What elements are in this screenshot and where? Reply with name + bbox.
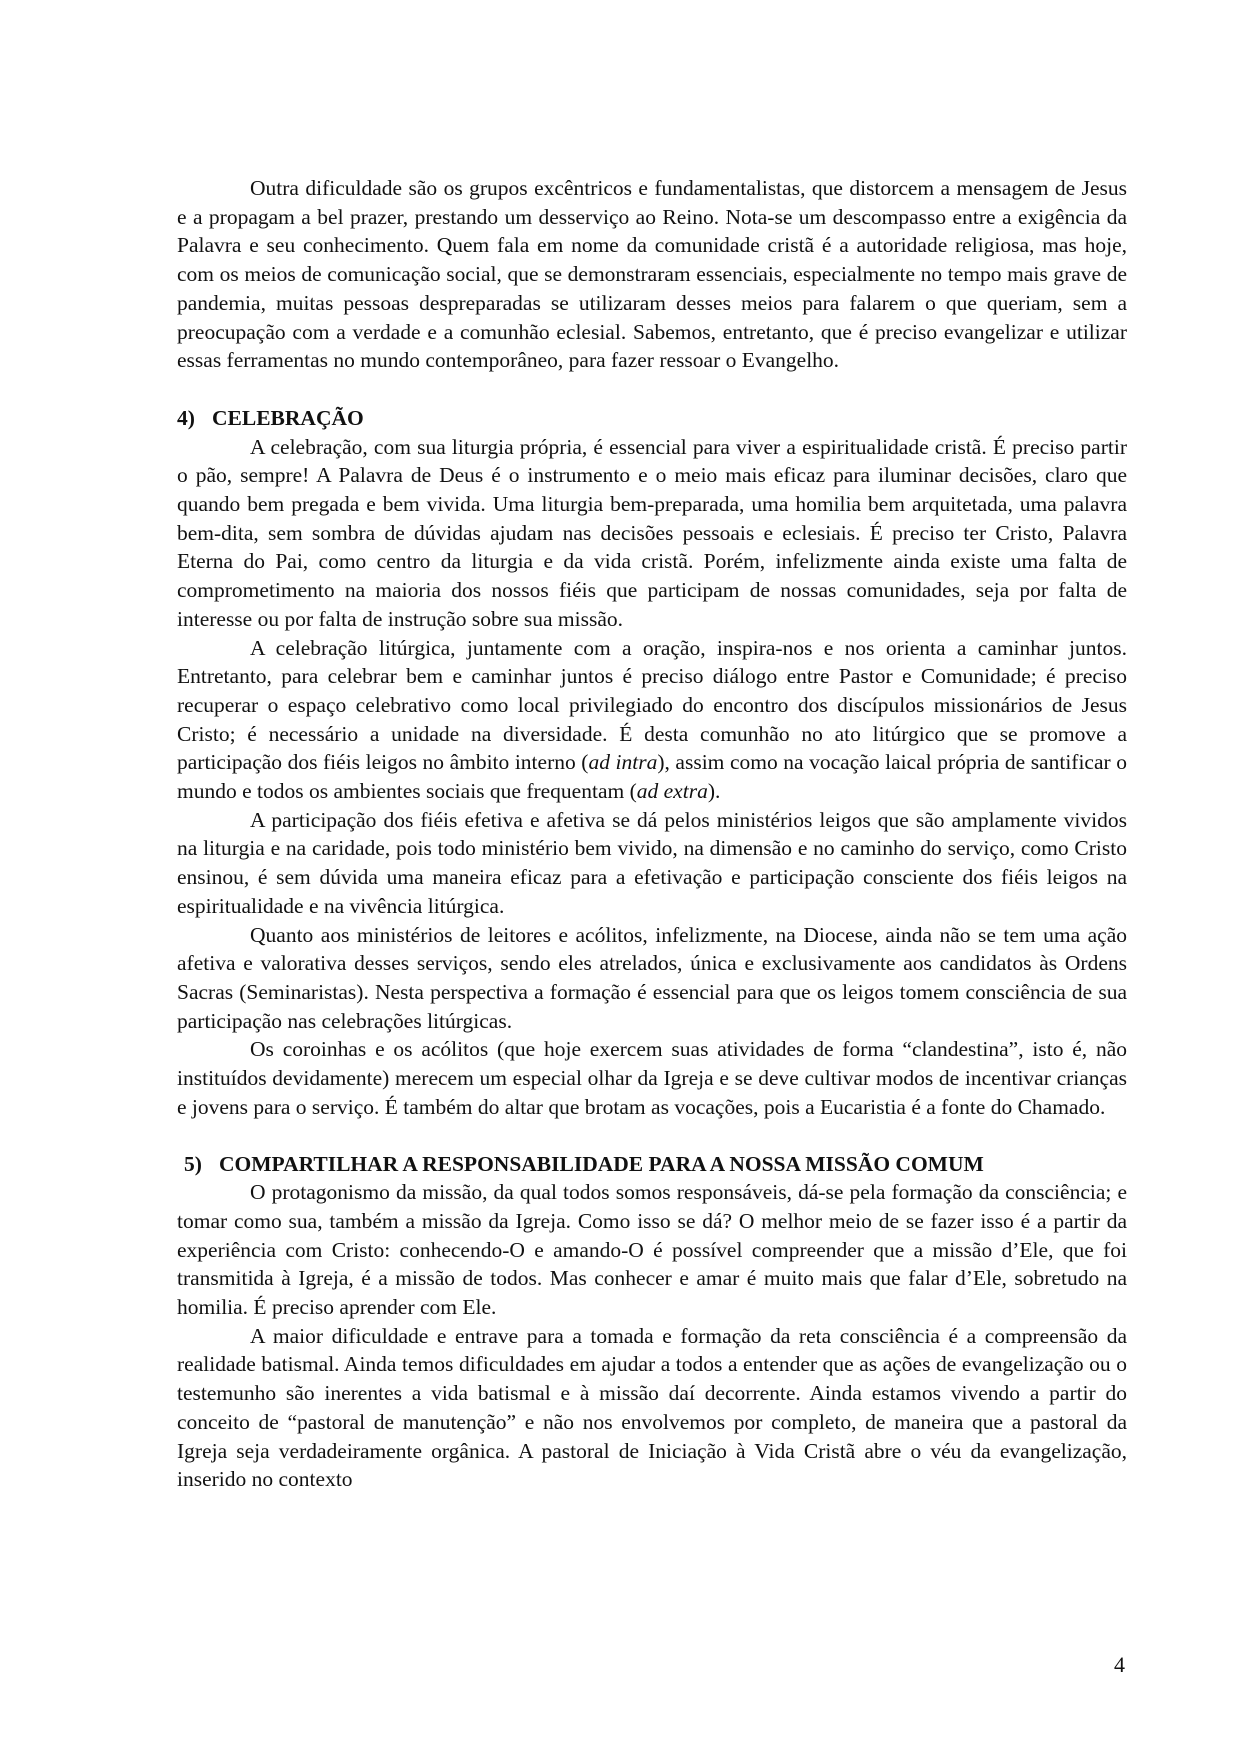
italic-term-ad-intra: ad intra [588, 750, 658, 775]
section-heading-responsabilidade [177, 1150, 1127, 1179]
text-run: A celebração litúrgica, juntamente com a oração, inspira-nos e nos orienta a caminhar juntos. Entretanto, para celebrar bem e caminhar juntos é preciso diálogo entre Pastor e Comunidade; é preciso recuperar o espaço celebrativo como local privilegiado do encontro dos discípulos missionários de Jesus Cristo; é necessário a unidade na diversidade. É desta comunhão no ato litúrgico que se promove a participação dos fiéis leigos no âmbito interno ( [177, 635, 1127, 775]
paragraph-celebration-intro: A celebração, com sua liturgia própria, é essencial para viver a espiritualidade cristã. É preciso partir o pão, sempre! A Palavra de Deus é o instrumento e o meio mais eficaz para iluminar decisões, claro que quando bem pregada e bem vivida. Uma liturgia bem-preparada, uma homilia bem arquitetada, uma palavra bem-dita, sem sombra de dúvidas ajudam nas decisões pessoais e eclesiais. É preciso ter Cristo, Palavra Eterna do Pai, como centro da liturgia e da vida cristã. Porém, infelizmente ainda existe uma falta de comprometimento na maioria dos nossos fiéis que participam de nossas comunidades, seja por falta de interesse ou por falta de instrução sobre sua missão. [177, 434, 1127, 631]
italic-term-ad-extra: ad extra [636, 779, 708, 804]
page-number: 4 [1114, 1652, 1125, 1677]
paragraph-protagonism: O protagonismo da missão, da qual todos somos responsáveis, dá-se pela formação da consciência; e tomar como sua, também a missão da Igreja. Como isso se dá? O melhor meio de se fazer isso é a partir da experiência com Cristo: conhecendo-O e amando-O é possível compreender que a missão d’Ele, que foi transmitida à Igreja, é a missão de todos. Mas conhecer e amar é muito mais que falar d’Ele, sobretudo na homilia. É preciso aprender com Ele. [177, 1180, 1127, 1320]
section-number: 4) [177, 405, 195, 430]
text-run: ), assim como na vocação laical própria de santificar o mundo e todos os ambientes sociais que frequentam ( [177, 750, 1127, 804]
page-body [177, 174, 1127, 1494]
paragraph-altar-servers: Os coroinhas e os acólitos (que hoje exercem suas atividades de forma “clandestina”, isto é, não instituídos devidamente) merecem um especial olhar da Igreja e se deve cultivar modos de incentivar crianças e jovens para o serviço. É também do altar que brotam as vocações, pois a Eucaristia é a fonte do Chamado. [177, 1037, 1127, 1119]
paragraph-liturgical-celebration [177, 634, 1127, 806]
paragraph-lay-ministries: A participação dos fiéis efetiva e afetiva se dá pelos ministérios leigos que são amplamente vividos na liturgia e na caridade, pois todo ministério bem vivido, na dimensão e no caminho do serviço, como Cristo ensinou, é sem dúvida uma maneira eficaz para a efetivação e participação consciente dos fiéis leigos na espiritualidade e na vivência litúrgica. [177, 807, 1127, 918]
paragraph-difficulty: Outra dificuldade são os grupos excêntricos e fundamentalistas, que distorcem a mensagem de Jesus e a propagam a bel prazer, prestando um desserviço ao Reino. Nota-se um descompasso entre a exigência da Palavra e seu conhecimento. Quem fala em nome da comunidade cristã é a autoridade religiosa, mas hoje, com os meios de comunicação social, que se demonstraram essenciais, especialmente no tempo mais grave de pandemia, muitas pessoas despreparadas se utilizaram desses meios para falarem o que queriam, sem a preocupação com a verdade e a comunhão eclesial. Sabemos, entretanto, que é preciso evangelizar e utilizar essas ferramentas no mundo contemporâneo, para fazer ressoar o Evangelho. [177, 176, 1127, 373]
section-title: COMPARTILHAR A RESPONSABILIDADE PARA A NOSSA MISSÃO COMUM [219, 1151, 984, 1176]
section-title: CELEBRAÇÃO [212, 405, 364, 430]
paragraph-baptismal-reality: A maior dificuldade e entrave para a tomada e formação da reta consciência é a compreensão da realidade batismal. Ainda temos dificuldades em ajudar a todos a entender que as ações de evangelização ou o testemunho são inerentes a vida batismal e à missão daí decorrente. Ainda estamos vivendo a partir do conceito de “pastoral de manutenção” e não nos envolvemos por completo, de maneira que a pastoral da Igreja seja verdadeiramente orgânica. A pastoral de Iniciação à Vida Cristã abre o véu da evangelização, inserido no contexto [177, 1323, 1127, 1492]
section-heading-celebracao [177, 404, 1127, 433]
section-number: 5) [184, 1151, 202, 1176]
text-run: ). [707, 779, 721, 804]
paragraph-readers-acolytes: Quanto aos ministérios de leitores e acólitos, infelizmente, na Diocese, ainda não se tem uma ação afetiva e valorativa desses serviços, sendo eles atrelados, única e exclusivamente aos candidatos às Ordens Sacras (Seminaristas). Nesta perspectiva a formação é essencial para que os leigos tomem consciência de sua participação nas celebrações litúrgicas. [177, 922, 1127, 1033]
